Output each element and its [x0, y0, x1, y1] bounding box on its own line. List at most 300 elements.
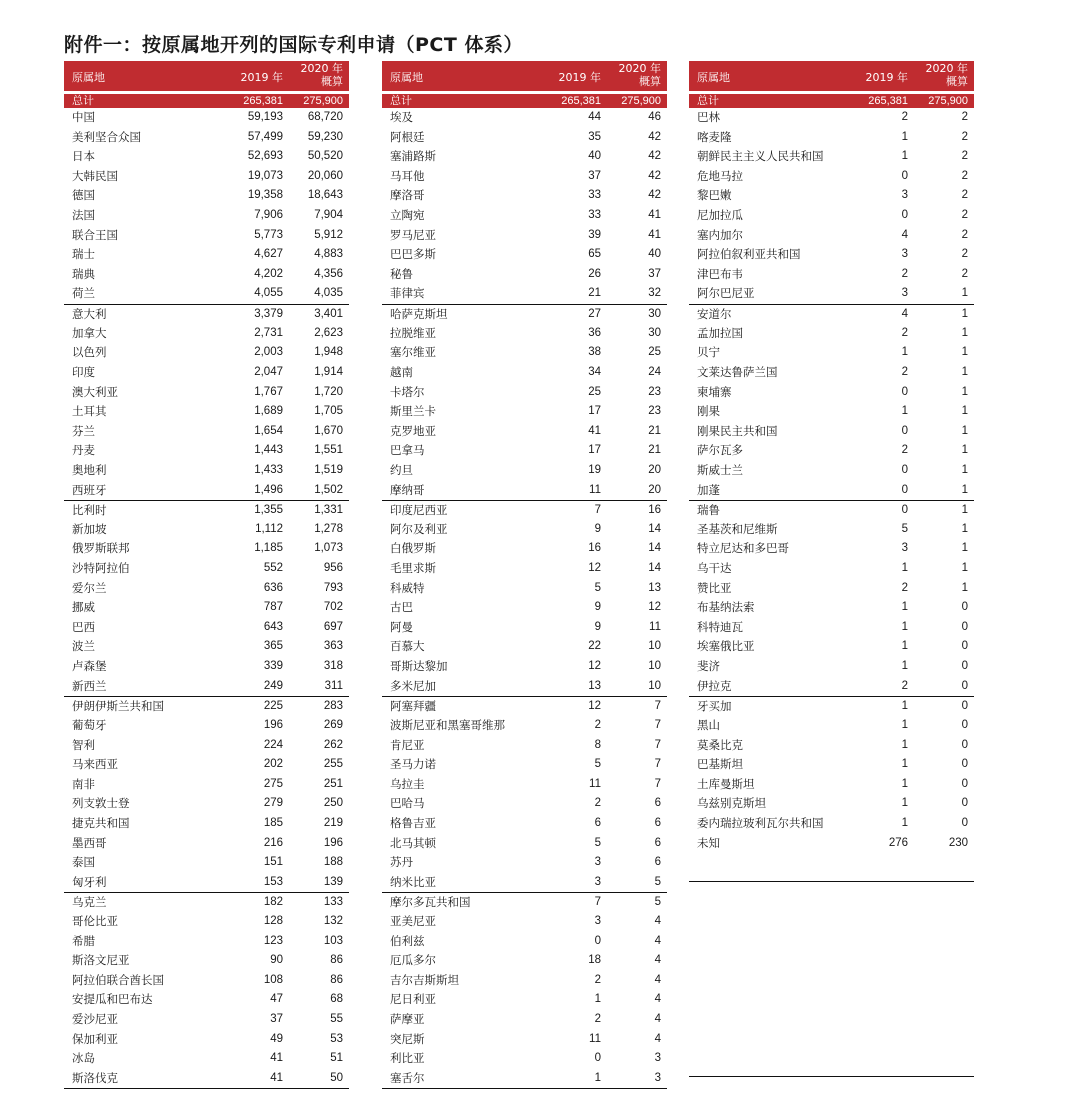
value-2020: 2: [961, 267, 968, 280]
origin-name: 墨西哥: [72, 835, 107, 850]
value-2019: 41: [270, 1071, 283, 1084]
table-row: [64, 814, 349, 834]
origin-name: 巴巴多斯: [390, 247, 436, 262]
header-2020-line2: 概算: [946, 75, 968, 88]
table-row: [64, 657, 349, 677]
origin-name: 捷克共和国: [72, 815, 130, 830]
value-2020: 283: [323, 700, 343, 713]
table-row: [689, 108, 974, 128]
table-row: [689, 265, 974, 285]
value-2020: 0: [961, 620, 968, 633]
value-2020: 363: [323, 640, 343, 653]
table-row: [689, 324, 974, 344]
table-row: [64, 1030, 349, 1050]
origin-name: 丹麦: [72, 443, 95, 458]
origin-name: 黑山: [697, 717, 720, 732]
origin-name: 埃塞俄比亚: [697, 639, 755, 654]
origin-name: 泰国: [72, 855, 95, 870]
origin-name: 哥伦比亚: [72, 913, 118, 928]
value-2019: 1: [901, 718, 908, 731]
origin-name: 危地马拉: [697, 168, 743, 183]
table-right: [689, 61, 974, 1077]
value-2019: 18: [588, 954, 601, 967]
origin-name: 意大利: [72, 307, 107, 322]
table-row: [689, 186, 974, 206]
table-row: [64, 284, 349, 304]
table-header: [382, 61, 667, 91]
value-2019: 35: [588, 130, 601, 143]
value-2020: 1,331: [314, 504, 343, 517]
value-2019: 787: [263, 601, 283, 614]
table-row: [689, 520, 974, 540]
value-2019: 4: [901, 228, 908, 241]
value-2019: 202: [263, 758, 283, 771]
origin-name: 埃及: [390, 110, 413, 124]
total-label: 总计: [390, 94, 412, 107]
origin-name: 美利坚合众国: [72, 129, 141, 144]
value-2019: 1,443: [254, 444, 283, 457]
origin-name: 俄罗斯联邦: [72, 541, 130, 556]
value-2019: 128: [263, 914, 283, 927]
value-2019: 26: [588, 267, 601, 280]
total-2020: 275,900: [928, 95, 968, 107]
value-2019: 1: [901, 738, 908, 751]
value-2019: 0: [594, 934, 601, 947]
origin-name: 朝鲜民主主义人民共和国: [697, 149, 824, 164]
value-2019: 5: [901, 522, 908, 535]
table-row: [64, 324, 349, 344]
value-2019: 1,185: [254, 542, 283, 555]
header-2020-line2: 概算: [639, 75, 661, 88]
value-2020: 20: [648, 463, 661, 476]
total-2020: 275,900: [621, 95, 661, 107]
value-2019: 4,627: [254, 248, 283, 261]
value-2020: 11: [649, 620, 661, 633]
origin-name: 科特迪瓦: [697, 619, 743, 634]
table-row: [64, 108, 349, 128]
value-2020: 4: [654, 1032, 661, 1045]
value-2020: 6: [654, 836, 661, 849]
value-2020: 86: [330, 954, 343, 967]
value-2020: 51: [330, 1052, 343, 1065]
value-2020: 133: [323, 896, 343, 909]
value-2019: 0: [901, 483, 908, 496]
origin-name: 卢森堡: [72, 659, 107, 674]
value-2020: 132: [323, 914, 343, 927]
table-row: [382, 755, 667, 775]
header-2020-line1: 2020 年: [300, 62, 343, 75]
table-header: [689, 61, 974, 91]
table-middle: [382, 61, 667, 1089]
total-2020: 275,900: [303, 95, 343, 107]
origin-name: 奥地利: [72, 462, 107, 477]
header-origin: 原属地: [390, 71, 423, 84]
value-2020: 25: [648, 346, 661, 359]
value-2019: 5,773: [254, 228, 283, 241]
value-2020: 2: [961, 169, 968, 182]
origin-name: 毛里求斯: [390, 561, 436, 576]
value-2019: 0: [901, 504, 908, 517]
origin-name: 西班牙: [72, 482, 107, 497]
value-2020: 1: [961, 308, 968, 321]
origin-name: 文莱达鲁萨兰国: [697, 364, 778, 379]
value-2019: 57,499: [247, 130, 283, 143]
origin-name: 瑞鲁: [697, 503, 720, 518]
value-2020: 1,073: [314, 542, 343, 555]
origin-name: 瑞士: [72, 247, 95, 262]
value-2020: 188: [323, 856, 343, 869]
value-2019: 11: [589, 777, 601, 790]
origin-name: 约旦: [390, 462, 413, 477]
value-2019: 1: [901, 797, 908, 810]
value-2019: 17: [588, 444, 601, 457]
origin-name: 斯威士兰: [697, 462, 743, 477]
table-row: [382, 559, 667, 579]
value-2019: 25: [588, 385, 601, 398]
value-2019: 19: [588, 463, 601, 476]
value-2019: 123: [263, 934, 283, 947]
table-row: [382, 892, 667, 912]
value-2020: 4,883: [314, 248, 343, 261]
origin-name: 斯洛伐克: [72, 1070, 118, 1085]
origin-name: 苏丹: [390, 855, 413, 870]
value-2020: 7: [654, 700, 661, 713]
value-2019: 1: [901, 758, 908, 771]
origin-name: 冰岛: [72, 1051, 95, 1066]
table-row: [64, 990, 349, 1010]
origin-name: 澳大利亚: [72, 384, 118, 399]
table-row: [64, 1069, 349, 1089]
value-2019: 0: [901, 209, 908, 222]
origin-name: 菲律宾: [390, 286, 425, 301]
value-2020: 250: [323, 797, 343, 810]
origin-name: 乌拉圭: [390, 776, 425, 791]
origin-name: 特立尼达和多巴哥: [697, 541, 789, 556]
table-row: [64, 1049, 349, 1069]
value-2019: 1,767: [254, 385, 283, 398]
value-2020: 2: [961, 209, 968, 222]
value-2020: 1: [961, 581, 968, 594]
table-row: [64, 559, 349, 579]
table-row: [64, 343, 349, 363]
table-bottom-rule: [382, 1088, 667, 1089]
table-row: [64, 677, 349, 697]
value-2020: 10: [648, 640, 661, 653]
origin-name: 列支敦士登: [72, 796, 130, 811]
value-2019: 38: [588, 346, 601, 359]
table-row: [382, 696, 667, 716]
value-2019: 365: [263, 640, 283, 653]
table-row: [382, 441, 667, 461]
value-2019: 276: [888, 836, 908, 849]
value-2019: 1,654: [254, 424, 283, 437]
value-2019: 3: [901, 189, 908, 202]
table-row: [382, 598, 667, 618]
value-2020: 5,912: [314, 228, 343, 241]
table-header: [64, 61, 349, 91]
table-row: [382, 814, 667, 834]
table-row: [64, 186, 349, 206]
table-row: [64, 520, 349, 540]
value-2019: 1,496: [254, 483, 283, 496]
value-2020: 1,551: [314, 444, 343, 457]
value-2019: 275: [263, 777, 283, 790]
table-row: [64, 441, 349, 461]
table-row: [382, 716, 667, 736]
value-2020: 4: [654, 1013, 661, 1026]
header-2020-line2: 概算: [321, 75, 343, 88]
value-2019: 2: [594, 718, 601, 731]
origin-name: 葡萄牙: [72, 717, 107, 732]
origin-name: 匈牙利: [72, 874, 107, 889]
value-2019: 1: [901, 640, 908, 653]
value-2019: 19,073: [247, 169, 283, 182]
value-2019: 3: [901, 248, 908, 261]
value-2020: 23: [648, 405, 661, 418]
value-2020: 42: [648, 169, 661, 182]
value-2020: 30: [648, 326, 661, 339]
origin-name: 百慕大: [390, 639, 425, 654]
origin-name: 越南: [390, 364, 413, 379]
value-2019: 1: [594, 1071, 601, 1084]
origin-name: 阿塞拜疆: [390, 699, 436, 714]
value-2020: 230: [948, 836, 968, 849]
origin-name: 喀麦隆: [697, 129, 732, 144]
origin-name: 希腊: [72, 933, 95, 948]
value-2020: 20,060: [307, 169, 343, 182]
origin-name: 阿根廷: [390, 129, 425, 144]
origin-name: 以色列: [72, 345, 107, 360]
origin-name: 刚果: [697, 404, 720, 419]
value-2020: 196: [323, 836, 343, 849]
value-2019: 4,055: [254, 287, 283, 300]
value-2019: 7,906: [254, 209, 283, 222]
value-2019: 5: [594, 836, 601, 849]
value-2019: 552: [263, 562, 283, 575]
page-title: 附件一：按原属地开列的国际专利申请（PCT 体系）: [64, 34, 523, 56]
value-2020: 14: [648, 562, 661, 575]
origin-name: 阿拉伯联合酋长国: [72, 972, 164, 987]
value-2020: 1,502: [314, 483, 343, 496]
table-row: [64, 912, 349, 932]
origin-name: 爱沙尼亚: [72, 1012, 118, 1027]
value-2019: 2,003: [254, 346, 283, 359]
value-2019: 1,355: [254, 504, 283, 517]
value-2019: 21: [588, 287, 601, 300]
table-row: [689, 755, 974, 775]
value-2019: 33: [588, 189, 601, 202]
value-2020: 1: [961, 542, 968, 555]
origin-name: 土库曼斯坦: [697, 776, 755, 791]
table-row: [382, 422, 667, 442]
value-2019: 151: [263, 856, 283, 869]
header-2020-line1: 2020 年: [618, 62, 661, 75]
value-2019: 2: [901, 326, 908, 339]
table-row: [64, 598, 349, 618]
value-2019: 4,202: [254, 267, 283, 280]
table-row: [64, 794, 349, 814]
value-2020: 1: [961, 424, 968, 437]
table-row: [64, 461, 349, 481]
value-2020: 5: [654, 896, 661, 909]
value-2020: 42: [648, 189, 661, 202]
table-row: [382, 618, 667, 638]
table-row: [382, 951, 667, 971]
value-2019: 5: [594, 581, 601, 594]
value-2019: 9: [594, 620, 601, 633]
value-2020: 1: [961, 463, 968, 476]
value-2020: 21: [648, 444, 661, 457]
table-row: [382, 1049, 667, 1069]
value-2020: 2: [961, 111, 968, 123]
table-row: [382, 853, 667, 873]
value-2019: 41: [270, 1052, 283, 1065]
table-row: [382, 1069, 667, 1089]
origin-name: 阿曼: [390, 619, 413, 634]
origin-name: 安提瓜和巴布达: [72, 992, 153, 1007]
table-row: [382, 343, 667, 363]
value-2020: 37: [648, 267, 661, 280]
table-row: [64, 834, 349, 854]
value-2019: 33: [588, 209, 601, 222]
value-2020: 2: [961, 228, 968, 241]
value-2020: 68,720: [307, 111, 343, 123]
value-2020: 7,904: [314, 209, 343, 222]
value-2020: 12: [648, 601, 661, 614]
table-row: [64, 481, 349, 501]
origin-name: 哥斯达黎加: [390, 659, 448, 674]
value-2019: 5: [594, 758, 601, 771]
origin-name: 荷兰: [72, 286, 95, 301]
value-2019: 108: [263, 973, 283, 986]
value-2019: 36: [588, 326, 601, 339]
origin-name: 津巴布韦: [697, 266, 743, 281]
table-row: [382, 794, 667, 814]
table-row: [689, 559, 974, 579]
value-2020: 41: [648, 209, 661, 222]
value-2020: 0: [961, 758, 968, 771]
value-2020: 793: [323, 581, 343, 594]
table-row: [382, 147, 667, 167]
value-2019: 6: [594, 816, 601, 829]
value-2020: 7: [654, 758, 661, 771]
origin-name: 科威特: [390, 580, 425, 595]
table-row: [64, 637, 349, 657]
origin-name: 北马其顿: [390, 835, 436, 850]
origin-name: 摩尔多瓦共和国: [390, 895, 471, 910]
value-2019: 49: [270, 1032, 283, 1045]
value-2020: 18,643: [307, 189, 343, 202]
value-2020: 14: [648, 522, 661, 535]
table-row: [689, 716, 974, 736]
value-2020: 7: [654, 777, 661, 790]
value-2020: 86: [330, 973, 343, 986]
table-row: [64, 226, 349, 246]
origin-name: 马来西亚: [72, 757, 118, 772]
value-2020: 2,623: [314, 326, 343, 339]
value-2019: 3: [594, 856, 601, 869]
origin-name: 大韩民国: [72, 168, 118, 183]
table-row: [689, 128, 974, 148]
value-2019: 8: [594, 738, 601, 751]
value-2020: 3: [654, 1071, 661, 1084]
table-row: [382, 383, 667, 403]
origin-name: 孟加拉国: [697, 325, 743, 340]
value-2020: 3: [654, 1052, 661, 1065]
value-2019: 2: [901, 679, 908, 692]
table-left: [64, 61, 349, 1089]
origin-name: 斯里兰卡: [390, 404, 436, 419]
total-row: [64, 94, 349, 108]
table-row: [382, 128, 667, 148]
value-2019: 1: [901, 405, 908, 418]
origin-name: 布基纳法索: [697, 600, 755, 615]
value-2020: 1,914: [314, 365, 343, 378]
table-row: [689, 226, 974, 246]
value-2020: 1: [961, 522, 968, 535]
value-2020: 1,705: [314, 405, 343, 418]
table-row: [382, 637, 667, 657]
value-2019: 1: [901, 777, 908, 790]
value-2019: 636: [263, 581, 283, 594]
origin-name: 尼加拉瓜: [697, 208, 743, 223]
table-row: [382, 363, 667, 383]
total-2019: 265,381: [243, 95, 283, 107]
table-row: [689, 500, 974, 520]
origin-name: 肯尼亚: [390, 737, 425, 752]
origin-name: 阿拉伯叙利亚共和国: [697, 247, 801, 262]
value-2020: 13: [648, 581, 661, 594]
table-row: [382, 500, 667, 520]
value-2019: 2: [901, 444, 908, 457]
table-row: [689, 343, 974, 363]
value-2020: 1: [961, 385, 968, 398]
origin-name: 土耳其: [72, 404, 107, 419]
value-2020: 697: [323, 620, 343, 633]
value-2020: 1: [961, 365, 968, 378]
total-label: 总计: [72, 94, 94, 107]
value-2020: 3,401: [314, 308, 343, 321]
origin-name: 秘鲁: [390, 266, 413, 281]
origin-name: 伯利兹: [390, 933, 425, 948]
value-2020: 1: [961, 504, 968, 517]
origin-name: 法国: [72, 208, 95, 223]
value-2019: 16: [588, 542, 601, 555]
value-2020: 20: [648, 483, 661, 496]
value-2020: 4,356: [314, 267, 343, 280]
value-2019: 17: [588, 405, 601, 418]
value-2020: 0: [961, 601, 968, 614]
origin-name: 伊朗伊斯兰共和国: [72, 699, 164, 714]
value-2019: 643: [263, 620, 283, 633]
table-row: [689, 422, 974, 442]
value-2019: 39: [588, 228, 601, 241]
origin-name: 萨尔瓦多: [697, 443, 743, 458]
value-2020: 7: [654, 718, 661, 731]
table-row: [382, 539, 667, 559]
table-row: [64, 716, 349, 736]
origin-name: 吉尔吉斯斯坦: [390, 972, 459, 987]
table-row: [689, 481, 974, 501]
table-row: [64, 265, 349, 285]
value-2020: 1,670: [314, 424, 343, 437]
value-2020: 10: [648, 679, 661, 692]
value-2019: 27: [588, 308, 601, 321]
value-2019: 41: [588, 424, 601, 437]
value-2020: 269: [323, 718, 343, 731]
table-row: [689, 677, 974, 697]
value-2019: 0: [901, 424, 908, 437]
